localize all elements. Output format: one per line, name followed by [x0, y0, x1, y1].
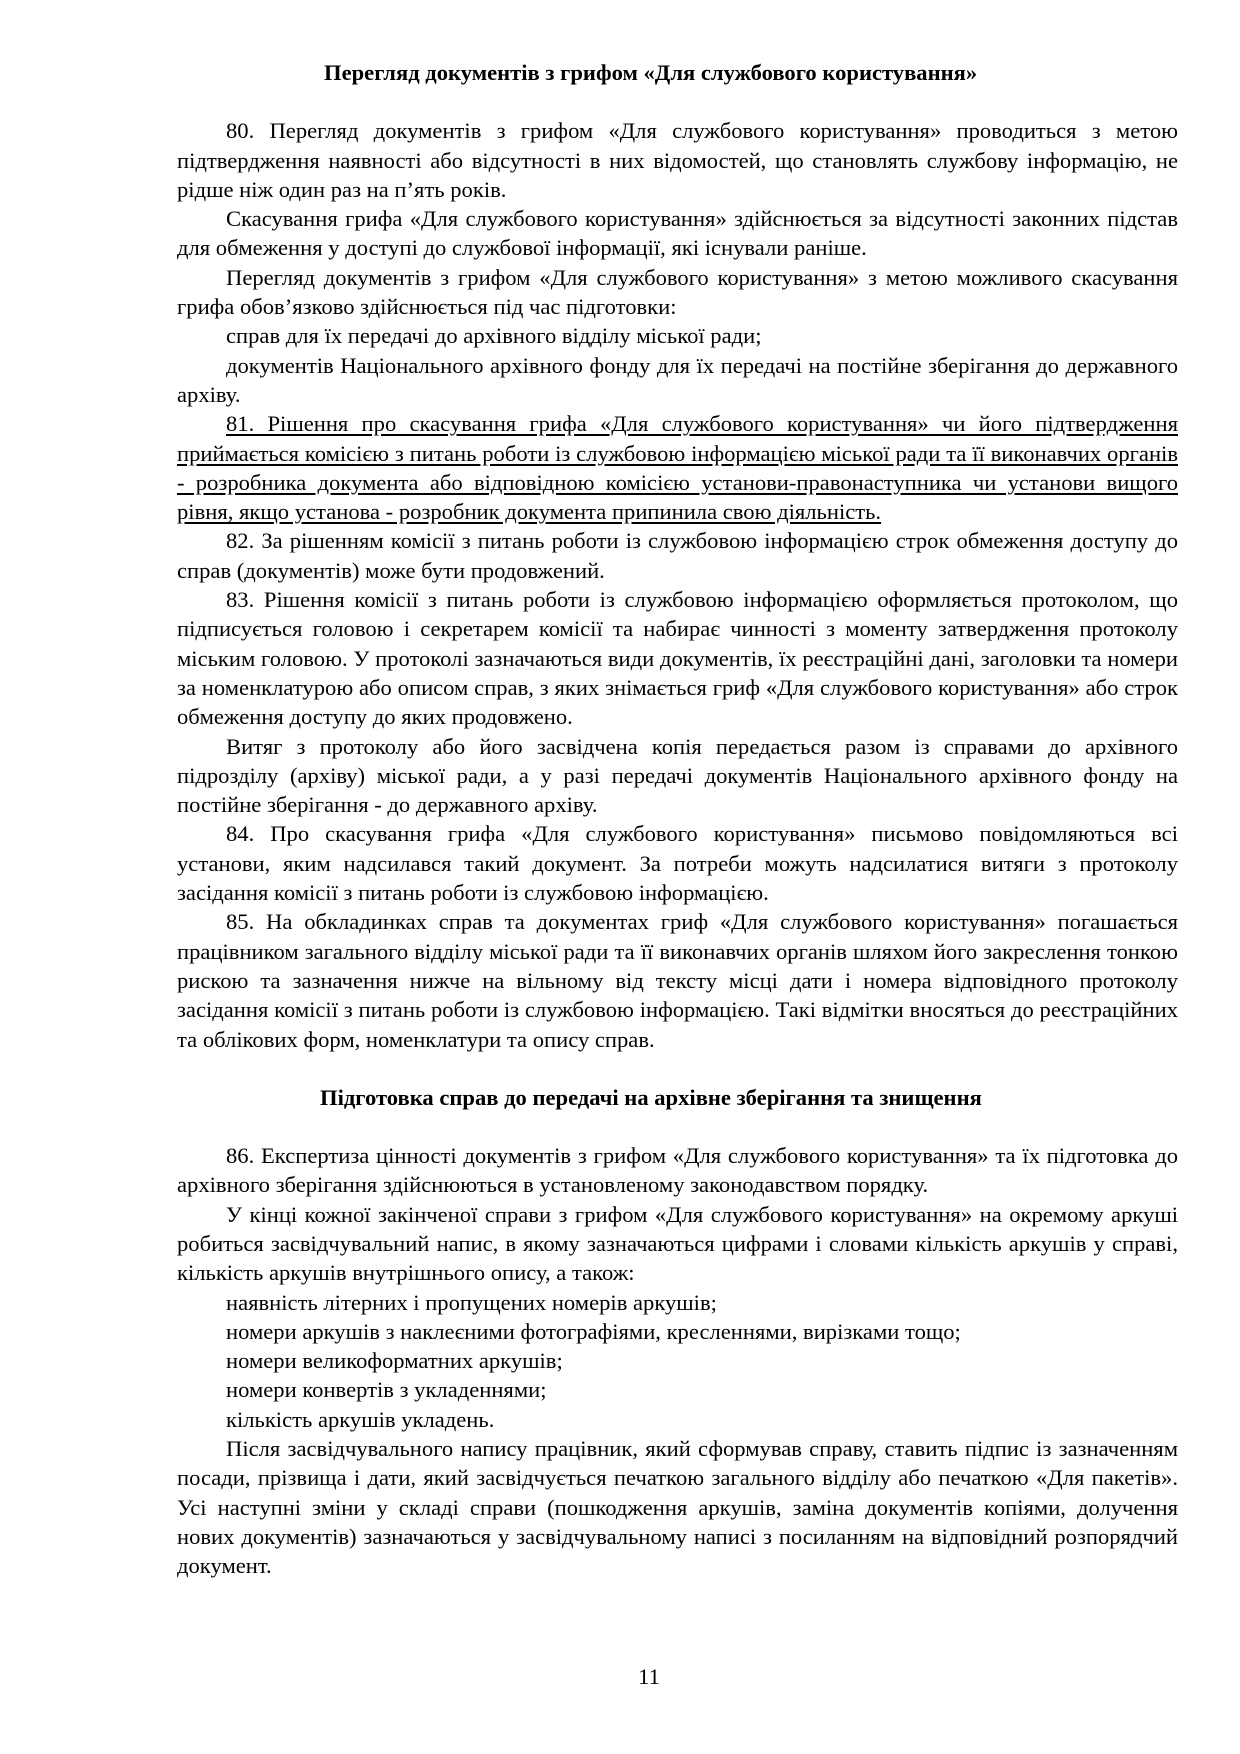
list-item: наявність літерних і пропущених номерів аркушів;	[226, 1289, 717, 1315]
underlined-paragraph: 81. Рішення про скасування грифа «Для службового користування» чи його підтвердження приймається комісією з питань роботи із службовою інформацією міської ради та її виконавчих органів - розробника документа або відповідною комісією установи-правонаступника чи установи вищого рівня, якщо установа - розробник документа припинила свою діяльність.	[177, 411, 1178, 525]
list-item: номери аркушів з наклеєними фотографіями, кресленнями, вирізками тощо;	[226, 1318, 961, 1344]
paragraph: 82. За рішенням комісії з питань роботи із службовою інформацією строк обмеження доступу до справ (документів) може бути продовжений.	[177, 528, 1178, 583]
paragraph: 86. Експертиза цінності документів з грифом «Для службового користування» та їх підготовка до архівного зберігання здійснюються в установленому законодавством порядку.	[177, 1143, 1178, 1198]
list-item: документів Національного архівного фонду для їх передачі на постійне зберігання до державного архіву.	[177, 352, 1178, 407]
paragraph: 85. На обкладинках справ та документах гриф «Для службового користування» погашається працівником загального відділу міської ради та її виконавчих органів шляхом його закреслення тонкою рискою та зазначення нижче на вільному від тексту місці дати і номера відповідного протоколу засідання комісії з питань роботи із службовою інформацією. Такі відмітки вносяться до реєстраційних та облікових форм, номенклатури та опису справ.	[177, 909, 1178, 1052]
section-body	[177, 116, 1178, 1054]
paragraph: 84. Про скасування грифа «Для службового користування» письмово повідомляються всі установи, яким надсилався такий документ. За потреби можуть надсилатися витяги з протоколу засідання комісії з питань роботи із службовою інформацією.	[177, 821, 1178, 906]
paragraph: Витяг з протоколу або його засвідчена копія передається разом із справами до архівного підрозділу (архіву) міської ради, а у разі передачі документів Національного архівного фонду на постійне зберігання - до державного архіву.	[177, 733, 1178, 818]
paragraph: 80. Перегляд документів з грифом «Для службового користування» проводиться з метою підтвердження наявності або відсутності в них відомостей, що становлять службову інформацію, не рідше ніж один раз на п’ять років.	[177, 118, 1178, 202]
paragraph: У кінці кожної закінченої справи з грифом «Для службового користування» на окремому аркуші робиться засвідчувальний напис, в якому зазначаються цифрами і словами кількість аркушів у справі, кількість аркушів внутрішнього опису, а також:	[177, 1201, 1178, 1286]
section-heading: Підготовка справ до передачі на архівне зберігання та знищення	[320, 1084, 982, 1110]
paragraph: 83. Рішення комісії з питань роботи із службовою інформацією оформляється протоколом, що підписується головою і секретарем комісії та набирає чинності з моменту затвердження протоколу міським головою. У протоколі зазначаються види документів, їх реєстраційні дані, заголовки та номери за номенклатурою або описом справ, з яких знімається гриф «Для службового користування» або строк обмеження доступу до яких продовжено.	[177, 587, 1178, 730]
section-heading: Перегляд документів з грифом «Для службового користування»	[324, 60, 978, 85]
list-item: справ для їх передачі до архівного відділу міської ради;	[226, 323, 762, 349]
list-item: кількість аркушів укладень.	[226, 1406, 495, 1432]
list-item: номери конвертів з укладеннями;	[226, 1377, 547, 1403]
paragraph: Після засвідчувального напису працівник, який сформував справу, ставить підпис із зазначенням посади, прізвища і дати, який засвідчується печаткою загального відділу або печаткою «Для пакетів». Усі наступні зміни у складі справи (пошкодження аркушів, заміна документів копіями, долучення нових документів) зазначаються у засвідчувальному написі з посиланням на відповідний розпорядчий документ.	[177, 1436, 1178, 1579]
page-number: 11	[638, 1664, 660, 1689]
list-item: номери великоформатних аркушів;	[226, 1348, 563, 1374]
paragraph: Скасування грифа «Для службового користування» здійснюється за відсутності законних підстав для обмеження у доступі до службової інформації, які існували раніше.	[177, 206, 1178, 261]
section-body	[177, 1141, 1178, 1580]
paragraph: Перегляд документів з грифом «Для службового користування» з метою можливого скасування грифа обов’язково здійснюється під час підготовки:	[177, 264, 1178, 320]
